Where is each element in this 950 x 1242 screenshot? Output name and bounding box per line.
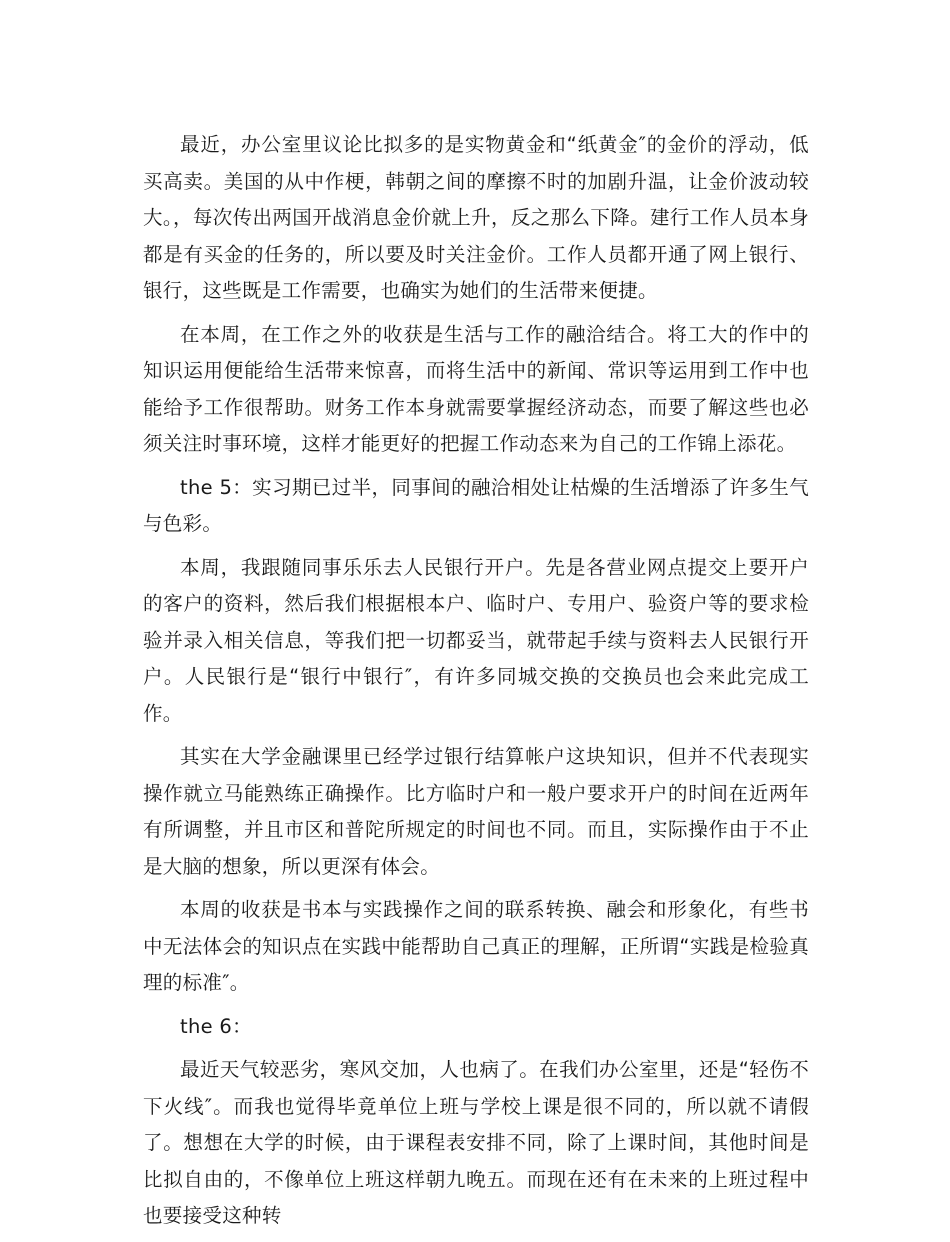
paragraph-weather: 最近天气较恶劣，寒风交加，人也病了。在我们办公室里，还是“轻伤不下火线″。而我也觉得毕竟单位上班与学校上课是很不同的，所以就不请假了。想想在大学的时候，由于课程表安排不同，除了上课时间，其他时间是比拟自由的，不像单位上班这样朝九晚五。而现在还有在未来的上班过程中也要接受这种转: [143, 1058, 809, 1227]
paragraph-week-6-heading: the 6：: [180, 1014, 252, 1038]
paragraph-theory-practice: 其实在大学金融课里已经学过银行结算帐户这块知识，但并不代表现实操作就立马能熟练正确操作。比方临时户和一般户要求开户的时间在近两年有所调整，并且市区和普陀所规定的时间也不同。而且，实际操作由于不止是大脑的想象，所以更深有体会。: [143, 745, 809, 878]
paragraph-week-summary: 本周的收获是书本与实践操作之间的联系转换、融会和形象化，有些书中无法体会的知识点在实践中能帮助自己真正的理解，正所谓“实践是检验真理的标准″。: [143, 898, 809, 994]
paragraph-week-5: the 5：实习期已过半，同事间的融洽相处让枯燥的生活增添了许多生气与色彩。: [143, 475, 809, 535]
paragraph-work-life: 在本周，在工作之外的收获是生活与工作的融洽结合。将工大的作中的知识运用便能给生活带来惊喜，而将生活中的新闻、常识等运用到工作中也能给予工作很帮助。财务工作本身就需要掌握经济动态，而要了解这些也必须关注时事环境，这样才能更好的把握工作动态来为自己的工作锦上添花。: [143, 322, 809, 455]
document-body: [143, 127, 809, 1242]
paragraph-bank-account-opening: 本周，我跟随同事乐乐去人民银行开户。先是各营业网点提交上要开户的客户的资料，然后我们根据根本户、临时户、专用户、验资户等的要求检验并录入相关信息，等我们把一切都妥当，就带起手续与资料去人民银行开户。人民银行是“银行中银行″，有许多同城交换的交换员也会来此完成工作。: [143, 555, 809, 725]
paragraph-gold-price: 最近，办公室里议论比拟多的是实物黄金和“纸黄金″的金价的浮动，低买高卖。美国的从中作梗，韩朝之间的摩擦不时的加剧升温，让金价波动较大。，每次传出两国开战消息金价就上升，反之那么下降。建行工作人员本身都是有买金的任务的，所以要及时关注金价。工作人员都开通了网上银行、 银行，这些既是工作需要，也确实为她们的生活带来便捷。: [143, 133, 809, 302]
